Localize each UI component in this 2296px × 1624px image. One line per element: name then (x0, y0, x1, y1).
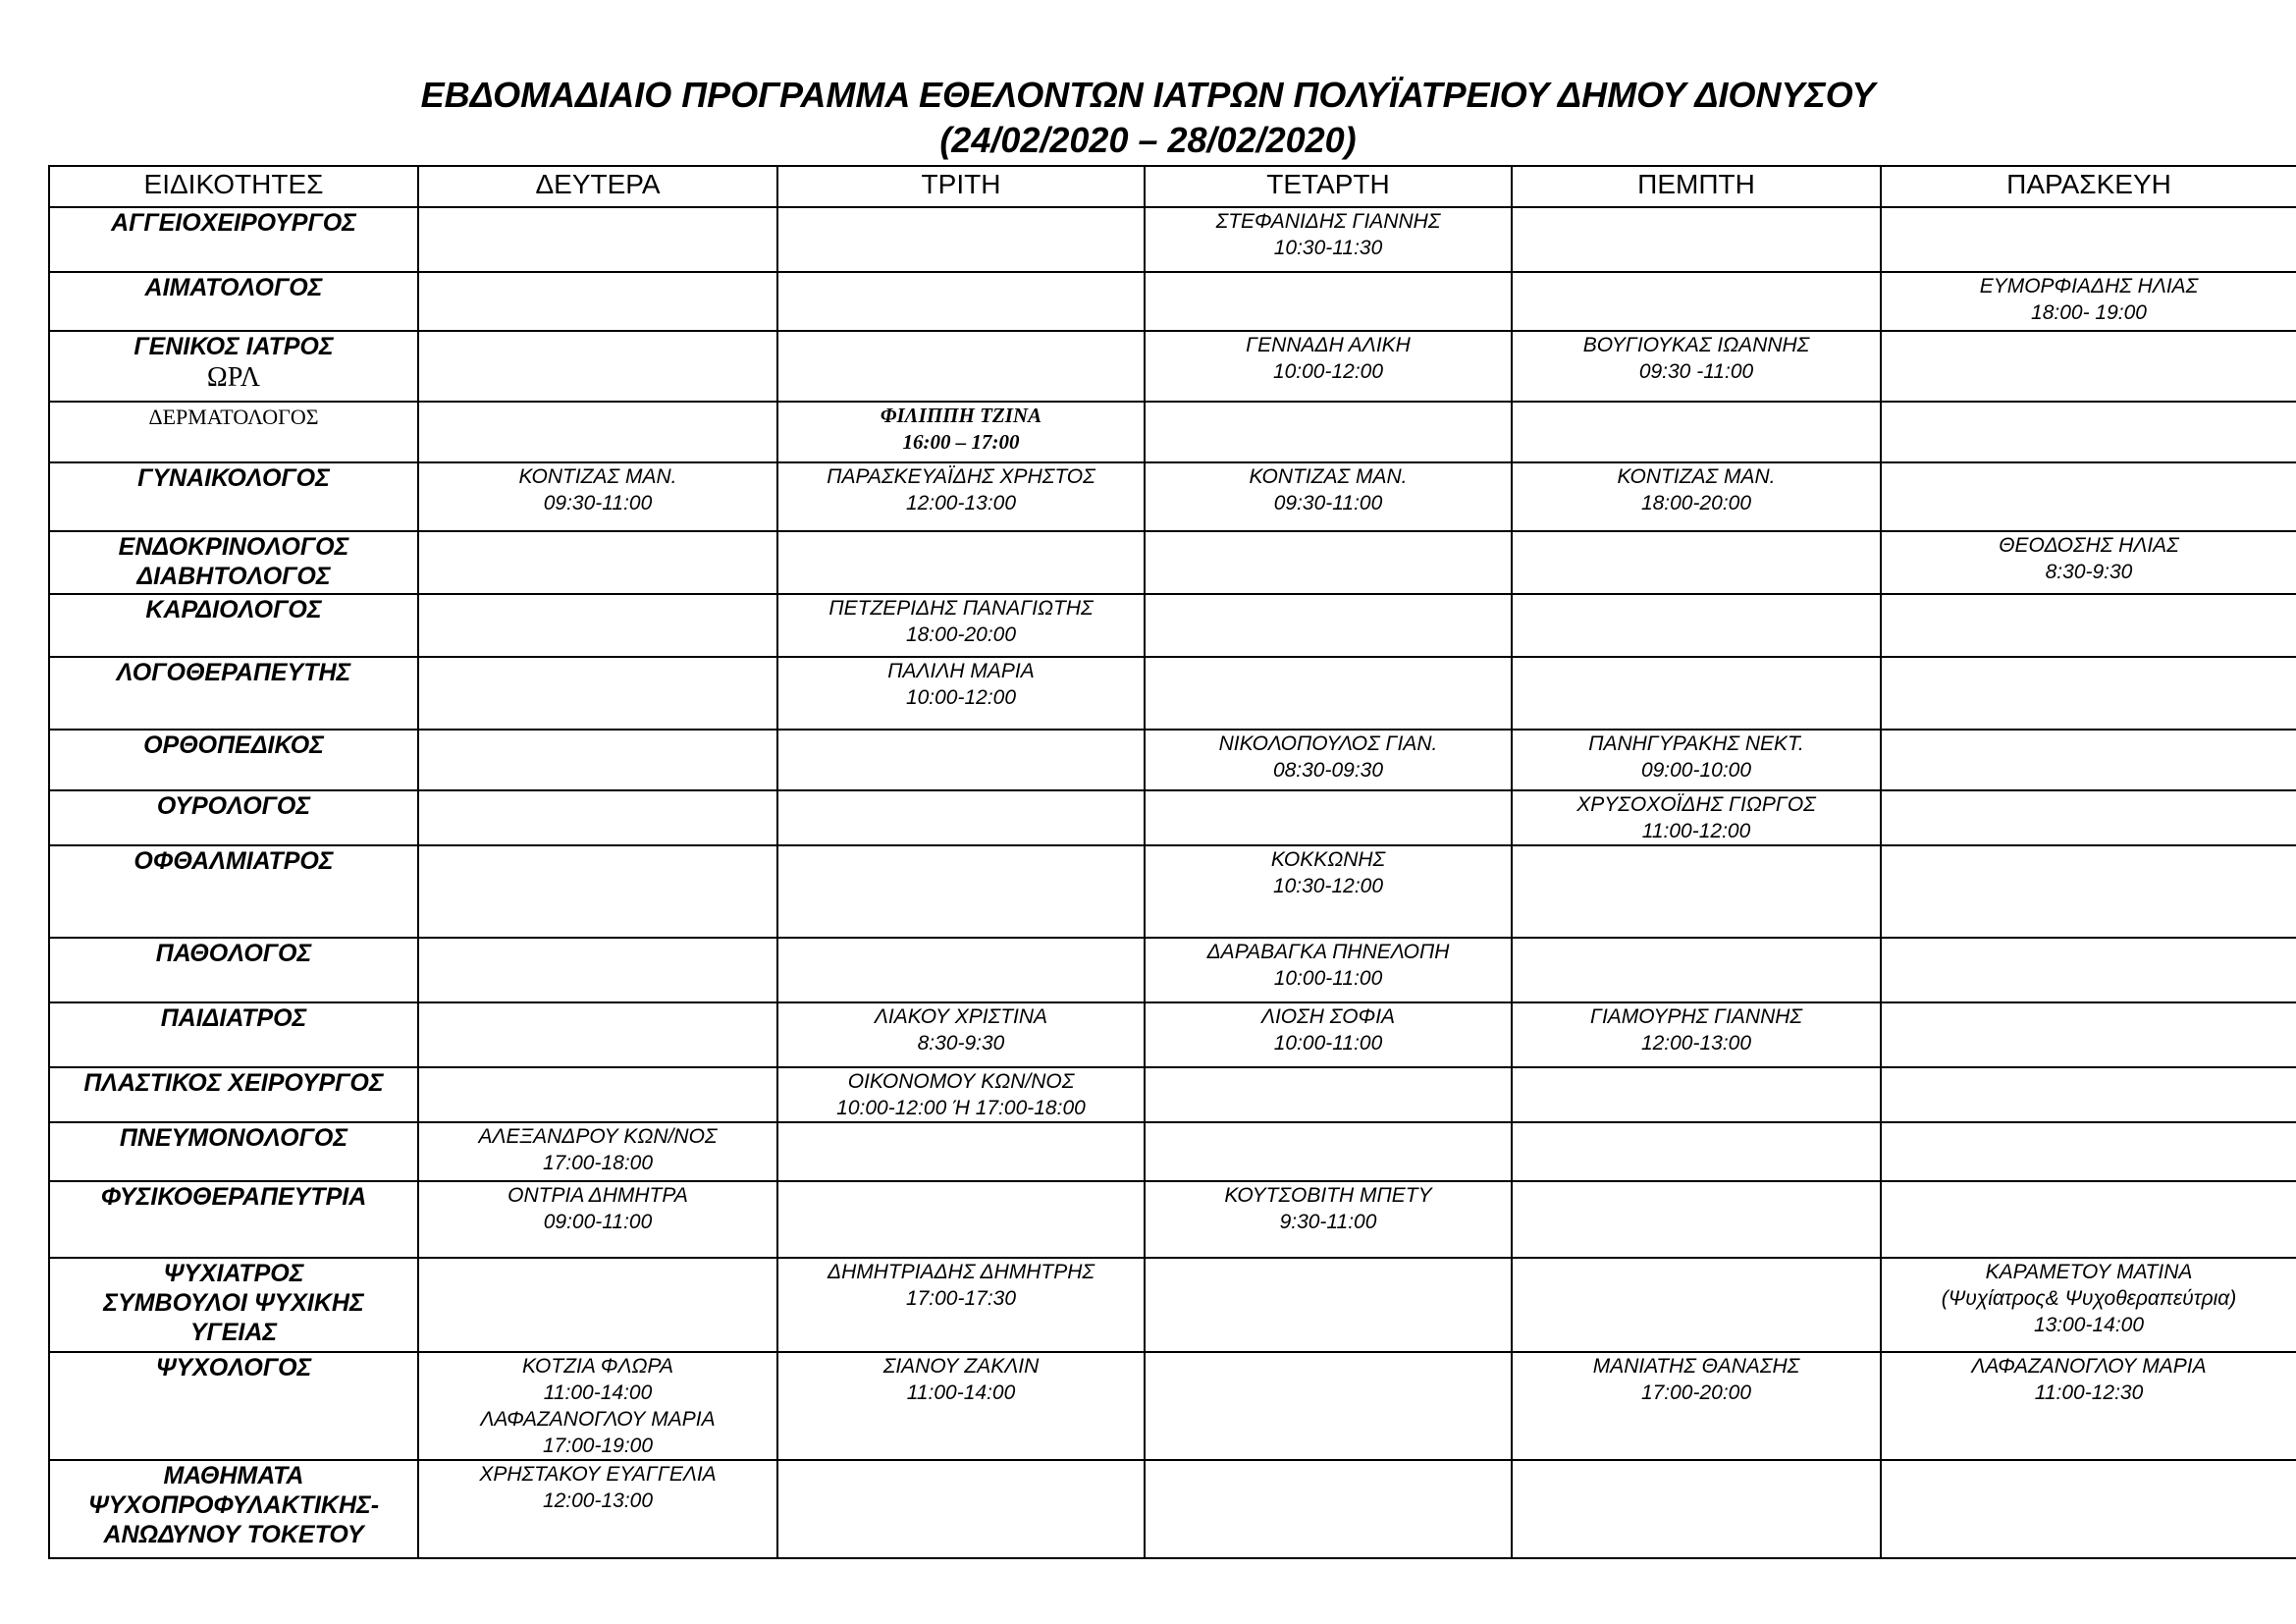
doctor-name: ΓΕΝΝΑΔΗ ΑΛΙΚΗ (1246, 334, 1411, 356)
schedule-cell (1145, 657, 1512, 730)
schedule-cell (1881, 1258, 2296, 1352)
specialty-label: ΟΦΘΑΛΜΙΑΤΡΟΣ (133, 847, 334, 875)
schedule-cell (1881, 657, 2296, 730)
doctor-name: ΚΟΝΤΙΖΑΣ ΜΑΝ. (518, 465, 677, 488)
time-slot: 09:30-11:00 (543, 492, 653, 514)
doctor-name: ΛΑΦΑΖΑΝΟΓΛΟΥ ΜΑΡΙΑ (1971, 1355, 2207, 1378)
schedule-cell (1145, 938, 1512, 1002)
doctor-name: ΚΟΝΤΙΖΑΣ ΜΑΝ. (1617, 465, 1776, 488)
doctor-name: ΝΙΚΟΛΟΠΟΥΛΟΣ ΓΙΑΝ. (1218, 732, 1438, 755)
time-slot: 17:00-20:00 (1640, 1381, 1752, 1404)
doctor-name: ΛΙΟΣΗ ΣΟΦΙΑ (1260, 1005, 1396, 1028)
schedule-cell (777, 331, 1145, 402)
doctor-name: ΠΑΝΗΓΥΡΑΚΗΣ ΝΕΚΤ. (1588, 732, 1804, 755)
table-row (49, 207, 2296, 272)
schedule-cell (1512, 531, 1881, 594)
schedule-cell (1145, 331, 1512, 402)
table-row (49, 845, 2296, 938)
schedule-cell (1881, 207, 2296, 272)
time-slot: (Ψυχίατρος& Ψυχοθεραπεύτρια) (1941, 1287, 2237, 1310)
schedule-cell (418, 1122, 777, 1181)
schedule-cell (777, 730, 1145, 790)
specialty-label: ΑΙΜΑΤΟΛΟΓΟΣ (144, 274, 323, 301)
column-header-4: ΠΕΜΠΤΗ (1512, 166, 1881, 207)
schedule-cell (1512, 1352, 1881, 1460)
doctor-name: ΛΙΑΚΟΥ ΧΡΙΣΤΙΝΑ (874, 1005, 1048, 1028)
specialty-cell (49, 1067, 418, 1122)
specialty-label: ΨΥΧΟΠΡΟΦΥΛΑΚΤΙΚΗΣ- (87, 1491, 380, 1519)
table-row (49, 1460, 2296, 1558)
time-slot: 12:00-13:00 (542, 1489, 654, 1512)
time-slot: 11:00-14:00 (906, 1381, 1016, 1404)
schedule-cell (1145, 462, 1512, 531)
schedule-cell (418, 1352, 777, 1460)
schedule-cell (777, 207, 1145, 272)
schedule-cell (1881, 1352, 2296, 1460)
schedule-cell (418, 531, 777, 594)
specialty-cell (49, 938, 418, 1002)
schedule-cell (1145, 1181, 1512, 1258)
specialty-label: ΛΟΓΟΘΕΡΑΠΕΥΤΗΣ (116, 659, 351, 686)
doctor-name: ΒΟΥΓΙΟΥΚΑΣ ΙΩΑΝΝΗΣ (1582, 334, 1810, 356)
time-slot: 10:30-12:00 (1272, 875, 1384, 897)
specialty-label: ΟΥΡΟΛΟΓΟΣ (156, 792, 311, 820)
schedule-cell (1145, 1258, 1512, 1352)
specialty-label: ΔΕΡΜΑΤΟΛΟΓΟΣ (148, 405, 319, 429)
specialty-label: ΥΓΕΙΑΣ (189, 1319, 278, 1346)
specialty-cell (49, 462, 418, 531)
schedule-cell (1512, 207, 1881, 272)
schedule-table (48, 165, 2296, 1559)
specialty-label: ΑΝΩΔΥΝΟΥ ΤΟΚΕΤΟΥ (103, 1521, 364, 1548)
table-row (49, 657, 2296, 730)
schedule-cell (1881, 1067, 2296, 1122)
time-slot: 16:00 – 17:00 (902, 430, 1020, 454)
doctor-name: ΔΑΡΑΒΑΓΚΑ ΠΗΝΕΛΟΠΗ (1206, 941, 1450, 963)
specialty-cell (49, 1352, 418, 1460)
doctor-name: ΚΟΥΤΣΟΒΙΤΗ ΜΠΕΤΥ (1224, 1184, 1432, 1207)
document-title (0, 73, 2296, 163)
table-row (49, 1352, 2296, 1460)
time-slot: 17:00-19:00 (542, 1435, 654, 1457)
table-body (49, 207, 2296, 1558)
specialty-cell (49, 594, 418, 657)
time-slot: 8:30-9:30 (2045, 561, 2133, 583)
specialty-label: ΠΝΕΥΜΟΝΟΛΟΓΟΣ (119, 1124, 348, 1152)
schedule-cell (777, 657, 1145, 730)
doctor-name: ΦΙΛΙΠΠΗ ΤΖΙΝΑ (880, 404, 1042, 427)
specialty-label: ΔΙΑΒΗΤΟΛΟΓΟΣ (136, 563, 331, 590)
specialty-label: ΠΑΙΔΙΑΤΡΟΣ (160, 1004, 307, 1032)
schedule-cell (777, 1352, 1145, 1460)
table-row (49, 730, 2296, 790)
specialty-label: ΠΛΑΣΤΙΚΟΣ ΧΕΙΡΟΥΡΓΟΣ (83, 1069, 384, 1097)
schedule-cell (418, 594, 777, 657)
schedule-cell (1145, 594, 1512, 657)
schedule-cell (1881, 1460, 2296, 1558)
doctor-name: ΓΙΑΜΟΥΡΗΣ ΓΙΑΝΝΗΣ (1589, 1005, 1803, 1028)
schedule-cell (777, 1460, 1145, 1558)
schedule-cell (418, 657, 777, 730)
specialty-label: ΚΑΡΔΙΟΛΟΓΟΣ (145, 596, 322, 623)
specialty-label: ΓΥΝΑΙΚΟΛΟΓΟΣ (137, 464, 330, 492)
specialty-label: ΨΥΧΙΑΤΡΟΣ (163, 1260, 304, 1287)
specialty-cell (49, 1181, 418, 1258)
schedule-cell (777, 531, 1145, 594)
specialty-cell (49, 531, 418, 594)
specialty-cell (49, 657, 418, 730)
table-row (49, 1067, 2296, 1122)
doctor-name: ΣΤΕΦΑΝΙΔΗΣ ΓΙΑΝΝΗΣ (1215, 210, 1441, 233)
doctor-name: ΧΡΗΣΤΑΚΟΥ ΕΥΑΓΓΕΛΙΑ (479, 1463, 717, 1486)
time-slot: 09:00-11:00 (543, 1211, 653, 1233)
schedule-cell (1512, 790, 1881, 845)
specialty-cell (49, 1002, 418, 1067)
doctor-name: ΧΡΥΣΟΧΟΪΔΗΣ ΓΙΩΡΓΟΣ (1576, 793, 1816, 816)
time-slot: 18:00-20:00 (1640, 492, 1752, 514)
table-row (49, 272, 2296, 331)
time-slot: 10:30-11:30 (1273, 237, 1383, 259)
schedule-cell (1512, 462, 1881, 531)
schedule-cell (1881, 1002, 2296, 1067)
schedule-cell (1145, 1352, 1512, 1460)
table-row (49, 331, 2296, 402)
doctor-name: ΚΑΡΑΜΕΤΟΥ ΜΑΤΙΝΑ (1985, 1261, 2193, 1283)
table-row (49, 1181, 2296, 1258)
specialty-label: ΦΥΣΙΚΟΘΕΡΑΠΕΥΤΡΙΑ (100, 1183, 367, 1211)
schedule-cell (418, 790, 777, 845)
column-header-5: ΠΑΡΑΣΚΕΥΗ (1881, 166, 2296, 207)
doctor-name: ΚΟΝΤΙΖΑΣ ΜΑΝ. (1249, 465, 1408, 488)
doctor-name: ΟΝΤΡΙΑ ΔΗΜΗΤΡΑ (507, 1184, 688, 1207)
schedule-cell (777, 1181, 1145, 1258)
schedule-cell (1512, 1258, 1881, 1352)
schedule-cell (777, 1002, 1145, 1067)
column-header-3: ΤΕΤΑΡΤΗ (1145, 166, 1512, 207)
time-slot: 12:00-13:00 (1640, 1032, 1752, 1055)
schedule-cell (418, 331, 777, 402)
specialty-label: ΠΑΘΟΛΟΓΟΣ (155, 940, 312, 967)
schedule-cell (418, 1067, 777, 1122)
schedule-cell (418, 207, 777, 272)
title-line-1: ΕΒΔΟΜΑΔΙΑΙΟ ΠΡΟΓΡΑΜΜΑ ΕΘΕΛΟΝΤΩΝ ΙΑΤΡΩΝ ΠΟΛΥΪΑΤΡΕΙΟΥ ΔΗΜΟΥ ΔΙΟΝΥΣΟΥ (420, 75, 1876, 115)
schedule-cell (1512, 1002, 1881, 1067)
schedule-cell (777, 790, 1145, 845)
table-row (49, 402, 2296, 462)
doctor-name: ΕΥΜΟΡΦΙΑΔΗΣ ΗΛΙΑΣ (1979, 275, 2199, 298)
schedule-cell (777, 1067, 1145, 1122)
doctor-name: ΣΙΑΝΟΥ ΖΑΚΛΙΝ (882, 1355, 1040, 1378)
time-slot: 10:00-12:00 Ή 17:00-18:00 (836, 1097, 1086, 1119)
title-line-2: (24/02/2020 – 28/02/2020) (939, 120, 1357, 160)
specialty-label: ΨΥΧΟΛΟΓΟΣ (155, 1354, 312, 1381)
schedule-cell (1881, 402, 2296, 462)
schedule-cell (1512, 730, 1881, 790)
schedule-cell (1881, 331, 2296, 402)
schedule-cell (418, 845, 777, 938)
schedule-cell (777, 845, 1145, 938)
schedule-cell (1881, 730, 2296, 790)
schedule-cell (1512, 845, 1881, 938)
doctor-name: ΠΕΤΖΕΡΙΔΗΣ ΠΑΝΑΓΙΩΤΗΣ (828, 597, 1094, 620)
specialty-label: ΑΓΓΕΙΟΧΕΙΡΟΥΡΓΟΣ (111, 209, 356, 237)
schedule-cell (1881, 272, 2296, 331)
specialty-label: ΟΡΘΟΠΕΔΙΚΟΣ (143, 731, 324, 759)
time-slot: 11:00-14:00 (543, 1381, 653, 1404)
schedule-cell (1512, 938, 1881, 1002)
schedule-cell (777, 1258, 1145, 1352)
specialty-cell (49, 790, 418, 845)
specialty-cell (49, 1122, 418, 1181)
schedule-cell (1512, 657, 1881, 730)
schedule-cell (777, 462, 1145, 531)
specialty-cell (49, 331, 418, 402)
schedule-cell (1512, 1181, 1881, 1258)
schedule-cell (1881, 790, 2296, 845)
time-slot: 12:00-13:00 (905, 492, 1017, 514)
table-row (49, 462, 2296, 531)
table-row (49, 1122, 2296, 1181)
column-header-2: ΤΡΙΤΗ (777, 166, 1145, 207)
specialty-label: ΓΕΝΙΚΟΣ ΙΑΤΡΟΣ (133, 333, 334, 360)
table-row (49, 531, 2296, 594)
schedule-cell (777, 272, 1145, 331)
time-slot: 11:00-12:30 (2034, 1381, 2144, 1404)
schedule-cell (1145, 207, 1512, 272)
time-slot: 9:30-11:00 (1279, 1211, 1377, 1233)
specialty-cell (49, 1460, 418, 1558)
schedule-cell (418, 730, 777, 790)
schedule-cell (418, 402, 777, 462)
schedule-cell (418, 1181, 777, 1258)
doctor-name: ΘΕΟΔΟΣΗΣ ΗΛΙΑΣ (1999, 534, 2179, 557)
schedule-cell (1881, 531, 2296, 594)
doctor-name: 13:00-14:00 (2033, 1314, 2145, 1336)
schedule-cell (418, 938, 777, 1002)
specialty-label: ΕΝΔΟΚΡΙΝΟΛΟΓΟΣ (118, 533, 349, 561)
time-slot: 10:00-12:00 (905, 686, 1017, 709)
schedule-cell (418, 1460, 777, 1558)
specialty-cell (49, 845, 418, 938)
schedule-cell (418, 462, 777, 531)
doctor-name: ΔΗΜΗΤΡΙΑΔΗΣ ΔΗΜΗΤΡΗΣ (828, 1261, 1095, 1283)
time-slot: 8:30-9:30 (917, 1032, 1005, 1055)
header-row (49, 166, 2296, 207)
schedule-cell (1881, 1122, 2296, 1181)
schedule-cell (1145, 730, 1512, 790)
schedule-cell (418, 1258, 777, 1352)
specialty-sublabel: ΩΡΛ (206, 362, 261, 393)
schedule-cell (777, 938, 1145, 1002)
time-slot: 08:30-09:30 (1272, 759, 1384, 782)
specialty-cell (49, 1258, 418, 1352)
schedule-cell (1145, 1460, 1512, 1558)
doctor-name: ΟΙΚΟΝΟΜΟΥ ΚΩΝ/ΝΟΣ (847, 1070, 1075, 1093)
time-slot: 10:00-12:00 (1272, 360, 1384, 383)
doctor-name: ΠΑΡΑΣΚΕΥΑΪΔΗΣ ΧΡΗΣΤΟΣ (827, 465, 1095, 488)
time-slot: 09:30-11:00 (1273, 492, 1383, 514)
time-slot: 10:00-11:00 (1273, 1032, 1383, 1055)
schedule-cell (777, 1122, 1145, 1181)
table-row (49, 938, 2296, 1002)
time-slot: 11:00-12:00 (1641, 820, 1751, 842)
schedule-cell (1881, 845, 2296, 938)
schedule-cell (777, 402, 1145, 462)
time-slot: 17:00-18:00 (542, 1152, 654, 1174)
table-row (49, 594, 2296, 657)
schedule-cell (1145, 1067, 1512, 1122)
time-slot: 18:00-20:00 (905, 623, 1017, 646)
specialty-label: ΜΑΘΗΜΑΤΑ (163, 1462, 304, 1489)
doctor-name: ΚΟΤΖΙΑ ΦΛΩΡΑ (522, 1355, 673, 1378)
table-row (49, 1002, 2296, 1067)
schedule-cell (1145, 790, 1512, 845)
doctor-name: ΑΛΕΞΑΝΔΡΟΥ ΚΩΝ/ΝΟΣ (478, 1125, 718, 1148)
schedule-cell (1512, 402, 1881, 462)
table-row (49, 1258, 2296, 1352)
table-header (49, 166, 2296, 207)
specialty-cell (49, 402, 418, 462)
time-slot: 09:30 -11:00 (1638, 360, 1754, 383)
schedule-cell (1512, 1460, 1881, 1558)
schedule-cell (1881, 594, 2296, 657)
specialty-label: ΣΥΜΒΟΥΛΟΙ ΨΥΧΙΚΗΣ (103, 1289, 364, 1317)
schedule-cell (777, 594, 1145, 657)
doctor-name: ΚΟΚΚΩΝΗΣ (1270, 848, 1386, 871)
schedule-cell (1145, 272, 1512, 331)
specialty-cell (49, 272, 418, 331)
schedule-cell (418, 272, 777, 331)
time-slot: 18:00- 19:00 (2031, 301, 2147, 324)
time-slot: 17:00-17:30 (905, 1287, 1017, 1310)
schedule-cell (1512, 1122, 1881, 1181)
schedule-cell (1881, 1181, 2296, 1258)
schedule-cell (418, 1002, 777, 1067)
time-slot: 09:00-10:00 (1640, 759, 1752, 782)
schedule-cell (1512, 1067, 1881, 1122)
time-slot: 10:00-11:00 (1273, 967, 1383, 990)
schedule-cell (1512, 331, 1881, 402)
specialty-cell (49, 730, 418, 790)
column-header-0: ΕΙΔΙΚΟΤΗΤΕΣ (49, 166, 418, 207)
schedule-cell (1881, 462, 2296, 531)
doctor-name: ΠΑΛΙΛΗ ΜΑΡΙΑ (887, 660, 1035, 682)
table-row (49, 790, 2296, 845)
specialty-cell (49, 207, 418, 272)
schedule-cell (1881, 938, 2296, 1002)
doctor-name: ΛΑΦΑΖΑΝΟΓΛΟΥ ΜΑΡΙΑ (480, 1408, 716, 1431)
schedule-cell (1512, 594, 1881, 657)
schedule-cell (1145, 402, 1512, 462)
column-header-1: ΔΕΥΤΕΡΑ (418, 166, 777, 207)
schedule-cell (1512, 272, 1881, 331)
doctor-name: ΜΑΝΙΑΤΗΣ ΘΑΝΑΣΗΣ (1592, 1355, 1800, 1378)
schedule-cell (1145, 845, 1512, 938)
schedule-cell (1145, 1002, 1512, 1067)
schedule-cell (1145, 531, 1512, 594)
schedule-cell (1145, 1122, 1512, 1181)
